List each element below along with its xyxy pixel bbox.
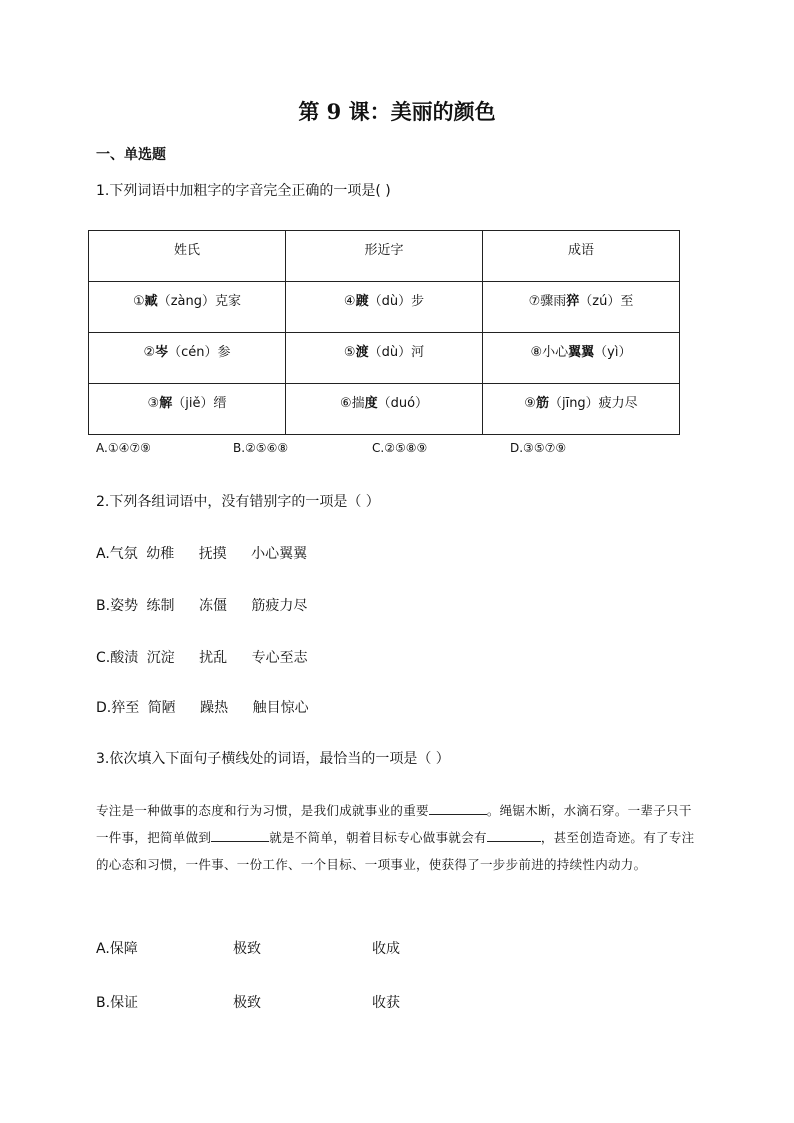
option-word: 沉淀 (146, 650, 175, 666)
option-word: 扰乱 (199, 650, 228, 666)
question-3-stem: 3.依次填入下面句子横线处的词语，最恰当的一项是（ ） (96, 751, 450, 767)
q1-choice-c[interactable]: C.②⑤⑧⑨ (372, 441, 428, 455)
passage-text: ，甚至创造奇迹。有了专注的心态和习惯，一件事、一份工作、一个目标、一项事业，使获得了一步步前进的持续性内动力。 (96, 830, 695, 872)
cell-prefix: ⑧小心 (530, 345, 569, 360)
page-title: 第 9 课：美丽的颜色 (298, 99, 496, 124)
section-heading: 一、单选题 (96, 147, 166, 163)
cell-suffix: （cén）参 (168, 345, 231, 360)
fill-blank (211, 829, 269, 842)
table-row (89, 384, 680, 435)
option-word: 躁热 (200, 700, 229, 716)
option-word: 气氛 (109, 546, 138, 562)
table-cell (89, 384, 286, 435)
fill-blank (429, 802, 487, 815)
q2-option-a[interactable] (96, 543, 307, 563)
question-2-stem: 2.下列各组词语中，没有错别字的一项是（ ） (96, 494, 380, 510)
table-header-row (89, 231, 680, 282)
cell-suffix: （duó） (377, 396, 429, 411)
q1-choice-d[interactable]: D.③⑤⑦⑨ (510, 441, 567, 455)
option-word: 小心翼翼 (251, 546, 308, 562)
table-cell (286, 333, 483, 384)
q3-option-b-word-2: 极致 (233, 995, 261, 1011)
cell-suffix: （dù）步 (368, 294, 425, 309)
q2-option-b[interactable] (96, 595, 307, 615)
cell-prefix: ⑥揣 (339, 396, 365, 411)
table-cell (286, 384, 483, 435)
bold-char: 翼翼 (568, 345, 595, 360)
cell-prefix: ① (133, 294, 145, 309)
cell-prefix: ③ (147, 396, 160, 411)
cell-prefix: ② (143, 345, 156, 360)
option-letter: A. (96, 941, 110, 957)
cell-prefix: ④ (343, 294, 356, 309)
cell-suffix: （dù）河 (368, 345, 425, 360)
table-cell (483, 282, 680, 333)
question-1-stem: 1.下列词语中加粗字的字音完全正确的一项是( ) (96, 183, 391, 199)
table-cell (89, 282, 286, 333)
passage-text: 就是不简单，朝着目标专心做事就会有 (269, 830, 487, 845)
cell-suffix: （jīng）疲力尽 (548, 396, 638, 411)
option-word: 触目惊心 (252, 700, 309, 716)
bold-char: 岑 (155, 345, 169, 360)
bold-char: 解 (159, 396, 173, 411)
q3-option-a-word-3: 收成 (372, 941, 400, 957)
header-cell: 成语 (483, 231, 680, 282)
passage-paragraph (96, 797, 696, 878)
q3-option-a-word-2: 极致 (233, 941, 261, 957)
passage-text: 专注是一种做事的态度和行为习惯，是我们成就事业的重要 (96, 803, 429, 818)
bold-char: 渡 (355, 345, 369, 360)
option-word: 专心至志 (251, 650, 308, 666)
q2-option-d[interactable] (96, 697, 309, 717)
option-letter: B. (96, 598, 111, 614)
q3-option-b-word-3: 收获 (372, 995, 400, 1011)
cell-prefix: ⑨ (524, 396, 536, 411)
option-word: 幼稚 (146, 546, 175, 562)
table-cell (483, 384, 680, 435)
option-word: 冻僵 (198, 598, 227, 614)
option-letter: D. (96, 700, 112, 716)
q2-option-c[interactable] (96, 647, 308, 667)
option-word: 练制 (146, 598, 175, 614)
passage-text: 。绳锯木断，水滴石穿。一辈子只干一件事，把简单做到 (96, 803, 692, 845)
option-word: 简陋 (147, 700, 176, 716)
cell-suffix: （zàng）克家 (157, 294, 241, 309)
q3-option-a[interactable] (96, 938, 138, 958)
q3-option-b[interactable] (96, 992, 138, 1012)
cell-suffix: （zú）至 (579, 294, 634, 309)
option-word: 筋疲力尽 (251, 598, 308, 614)
table-cell (286, 282, 483, 333)
table-row (89, 333, 680, 384)
option-word: 姿势 (110, 598, 139, 614)
cell-prefix: ⑤ (343, 345, 356, 360)
option-letter: A. (96, 546, 110, 562)
table-row (89, 282, 680, 333)
bold-char: 筋 (535, 396, 549, 411)
option-letter: B. (96, 995, 111, 1011)
q1-choice-a[interactable]: A.①④⑦⑨ (96, 441, 151, 455)
header-cell: 形近字 (286, 231, 483, 282)
bold-char: 度 (364, 396, 378, 411)
fill-blank (487, 829, 541, 842)
bold-char: 臧 (144, 294, 158, 309)
cell-suffix: （jiě）缙 (172, 396, 227, 411)
bold-char: 猝 (566, 294, 580, 309)
cell-prefix: ⑦骤雨 (528, 294, 567, 309)
table-cell (483, 333, 680, 384)
bold-char: 踱 (355, 294, 369, 309)
option-word: 猝至 (111, 700, 140, 716)
pronunciation-table (88, 230, 680, 435)
q1-choice-b[interactable]: B.②⑤⑥⑧ (233, 441, 289, 455)
option-word: 酸渍 (110, 650, 139, 666)
option-word: 保障 (109, 941, 138, 957)
header-cell: 姓氏 (89, 231, 286, 282)
cell-suffix: （yì） (594, 345, 632, 360)
option-word: 抚摸 (198, 546, 227, 562)
table-cell (89, 333, 286, 384)
option-letter: C. (96, 650, 111, 666)
option-word: 保证 (110, 995, 139, 1011)
